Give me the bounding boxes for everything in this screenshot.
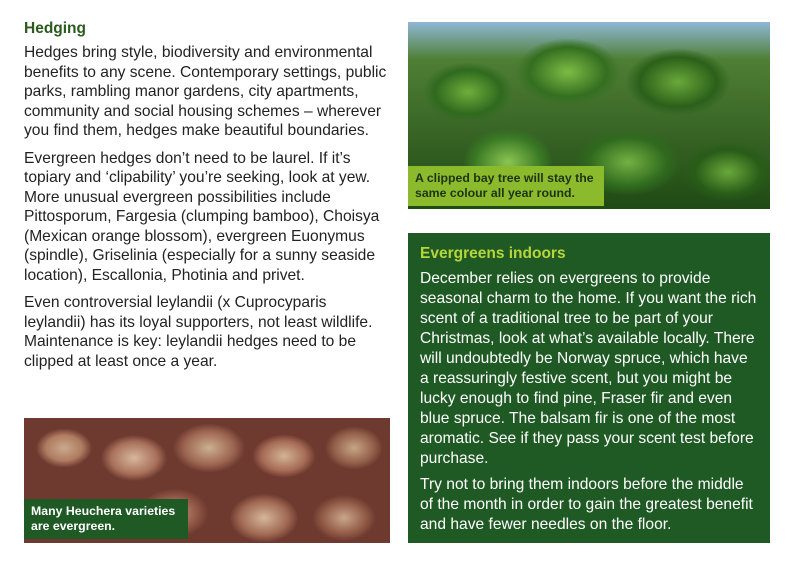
hedging-paragraph-2: Evergreen hedges don’t need to be laurel. If it’s topiary and ‘clipability’ you’re seeking, look at yew. More unusual evergreen possibilities include Pittosporum, Fargesia (clumping bamboo), Choisya (Mexican orange blossom), evergreen Euonymus (spindle), Griselinia (especially for a sunny seaside location), Escallonia, Photinia and privet. [24, 149, 380, 284]
hedging-paragraph-3: Even controversial leylandii (x Cuprocyparis leylandii) has its loyal supporters, not least wildlife. Maintenance is key: leylandii hedges need to be clipped at least once a year. [24, 294, 373, 370]
heuchera-photo [24, 418, 390, 543]
evergreens-heading: Evergreens indoors [420, 245, 566, 262]
hedging-paragraph-1: Hedges bring style, biodiversity and environmental benefits to any scene. Contemporary settings, public parks, rambling manor gardens, city apartments, community and social housing schemes – wherever you find them, hedges make beautiful boundaries. [24, 44, 387, 139]
evergreens-paragraph-1: December relies on evergreens to provide seasonal charm to the home. If you want the rich scent of a traditional tree to be part of your Christmas, look at what’s available locally. There will undoubtedly be Norway spruce, which have a reassuringly festive scent, but you might be lucky enough to find pine, Fraser fir and even blue spruce. The balsam fir is one of the most aromatic. See if they pass your scent test before purchase. [420, 270, 757, 467]
hedging-section [24, 20, 390, 379]
evergreens-indoors-box [408, 233, 770, 543]
bay-tree-caption: A clipped bay tree will stay the same colour all year round. [408, 166, 604, 206]
evergreens-paragraph-2: Try not to bring them indoors before the middle of the month in order to gain the greatest benefit and have fewer needles on the floor. [420, 476, 753, 533]
heuchera-caption: Many Heuchera varieties are evergreen. [24, 499, 188, 539]
hedging-heading: Hedging [24, 20, 86, 37]
bay-tree-photo [408, 22, 770, 209]
